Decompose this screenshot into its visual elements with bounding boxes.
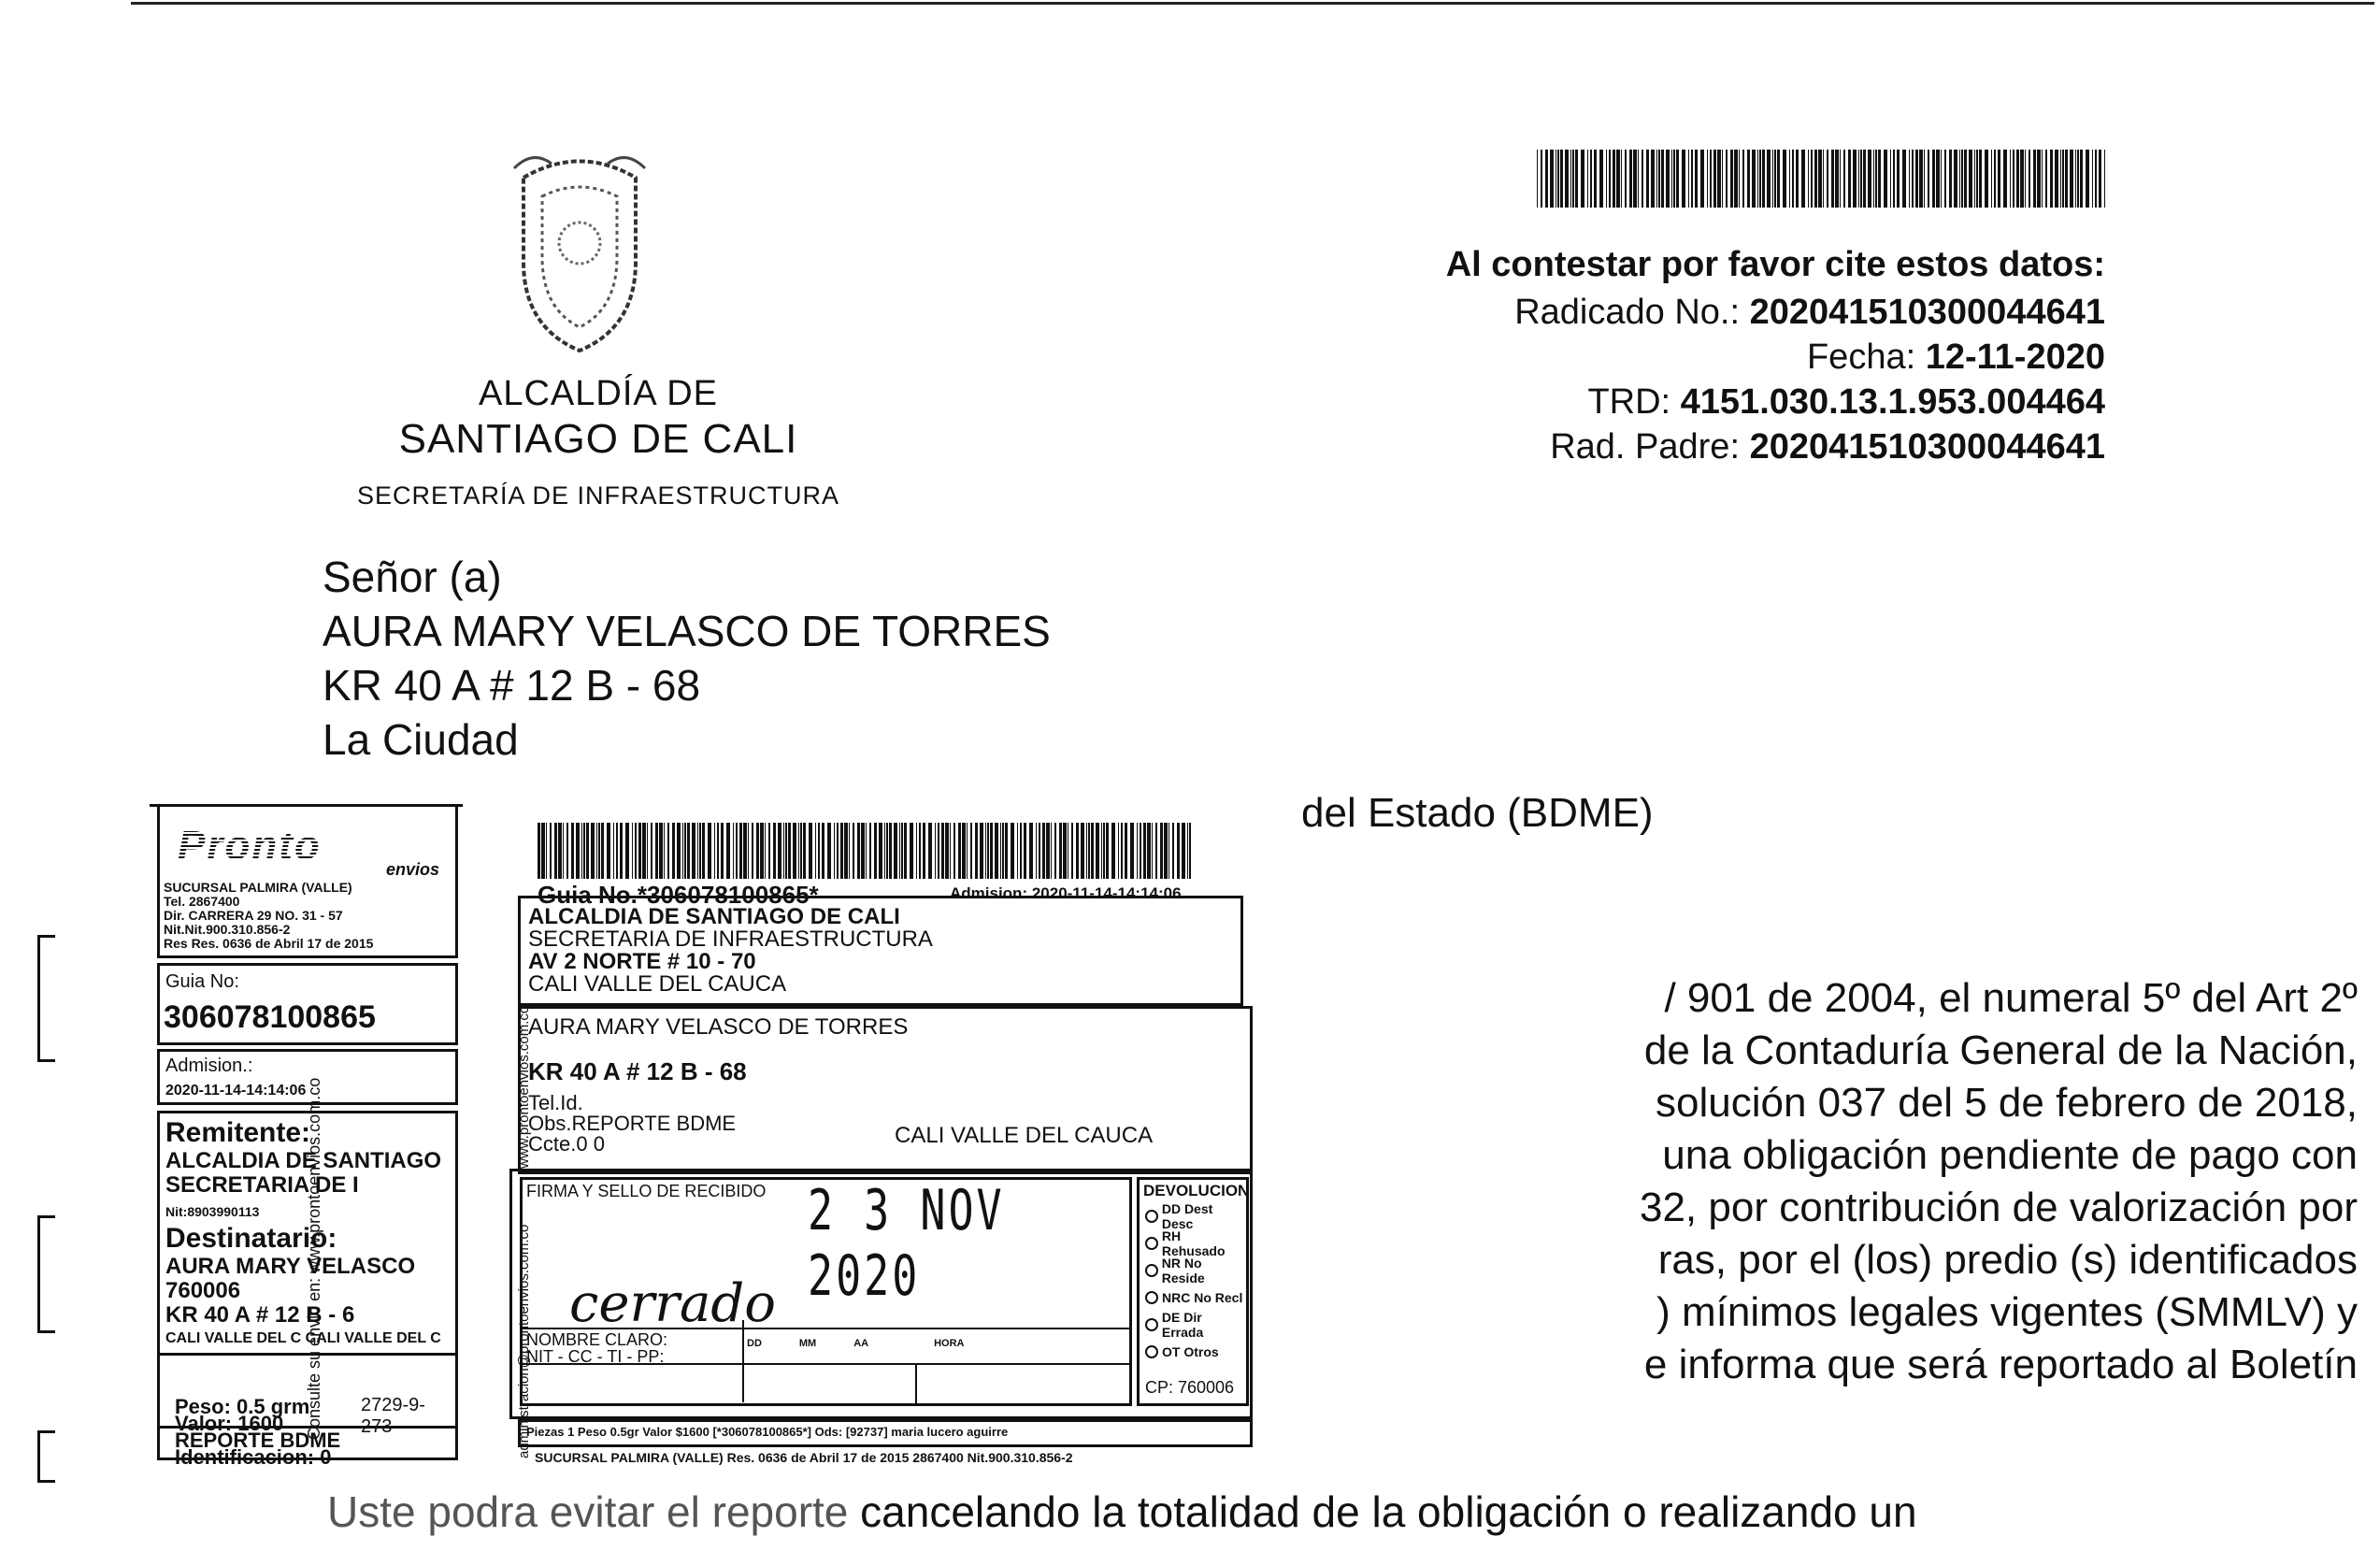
trd-value: 4151.030.13.1.953.004464	[1680, 382, 2105, 422]
www-vertical: www.prontoenvios.com.co	[516, 1005, 532, 1169]
devolucion-option	[1145, 1202, 1246, 1229]
branch-nit: Nit.Nit.900.310.856-2	[164, 922, 291, 937]
body-line: / 901 de 2004, el numeral 5º del Art 2º	[1664, 975, 2358, 1021]
identificacion: Identificacion: 0	[175, 1445, 332, 1469]
subject-fragment: del Estado (BDME)	[1301, 790, 1654, 836]
cite-instruction: Al contestar por favor cite estos datos:	[1445, 245, 2105, 284]
stub-guia-box	[157, 963, 458, 1045]
peso: Peso: 0.5 grm	[175, 1395, 310, 1418]
devolucion-label: DEVOLUCION	[1143, 1182, 1250, 1199]
firma-label: FIRMA Y SELLO DE RECIBIDO	[526, 1182, 767, 1200]
margin-bracket	[37, 935, 55, 1062]
spacer	[518, 1002, 1406, 1003]
body-line: una obligación pendiente de pago con	[1662, 1132, 2358, 1178]
stub-guia-label: Guia No:	[165, 971, 239, 992]
body-last-line	[327, 1486, 1917, 1537]
devolucion-option-label: NR No Reside	[1161, 1255, 1205, 1285]
rcpt-line-1: AURA MARY VELASCO DE TORRES	[528, 1014, 909, 1040]
body-line: 32, por contribución de valorización por	[1639, 1185, 2358, 1230]
destinatario-label: Destinatario:	[165, 1223, 337, 1254]
rcpt-tel: Tel.Id.	[528, 1091, 583, 1114]
body-line: ) mínimos legales vigentes (SMMLV) y	[1656, 1289, 2358, 1335]
devolucion-option-label: DD Dest Desc	[1161, 1200, 1213, 1231]
body-last-line-partial: Uste podra evitar el reporte	[327, 1487, 849, 1536]
fecha-label: Fecha:	[1806, 337, 1916, 377]
branch-box	[157, 804, 458, 958]
circle-icon	[1145, 1291, 1158, 1304]
rcpt-city: CALI VALLE DEL CAUCA	[895, 1123, 1154, 1148]
trd-row	[1264, 380, 2105, 424]
top-rule	[131, 2, 2374, 5]
piezas-box	[518, 1419, 1253, 1447]
aa-label: AA	[853, 1338, 869, 1349]
admision-main: Admision: 2020-11-14-14:14:06	[950, 884, 1182, 902]
piezas: Piezas 1 Peso 0.5gr Valor $1600 [*306078100865*] Ods: [92737] maria lucero aguirre	[526, 1425, 1009, 1439]
devolucion-box	[1137, 1177, 1249, 1406]
divider	[523, 1328, 1129, 1329]
signature-box	[520, 1177, 1132, 1406]
coat-of-arms-icon	[505, 150, 654, 355]
stub-admision-value: 2020-11-14-14:14:06	[165, 1083, 307, 1099]
stub-guia-value: 306078100865	[164, 999, 376, 1035]
signature-handwriting: cerrado	[569, 1273, 776, 1334]
rcpt-ccte: Ccte.0 0	[528, 1132, 605, 1156]
margin-bracket	[37, 1215, 55, 1333]
guia-main: Guia No.*306078100865*	[538, 881, 819, 909]
nombre-label: NOMBRE CLARO:	[526, 1330, 668, 1349]
recipient-slip-box	[518, 1006, 1253, 1174]
devolucion-option	[1145, 1257, 1246, 1284]
reporte: REPORTE BDME	[175, 1429, 341, 1452]
sender-line-4: CALI VALLE DEL CAUCA	[528, 971, 787, 997]
mm-label: MM	[798, 1338, 817, 1349]
body-paragraph	[1301, 972, 2358, 1391]
sender-line-2: SECRETARIA DE INFRAESTRUCTURA	[528, 926, 933, 952]
fecha-value: 12-11-2020	[1925, 337, 2105, 377]
courier-slip	[150, 795, 1276, 1468]
circle-icon	[1145, 1318, 1158, 1331]
rcpt-obs: Obs.REPORTE BDME	[528, 1112, 737, 1135]
side-code: 2729-9-273	[361, 1395, 425, 1437]
hora-label: HORA	[934, 1338, 965, 1349]
recipient-city: La Ciudad	[323, 715, 519, 764]
sender-line-1: ALCALDIA DE SANTIAGO DE CALI	[528, 904, 900, 929]
devolucion-option	[1145, 1229, 1246, 1257]
radicado-barcode	[1537, 150, 2105, 208]
rad-padre-label: Rad. Padre:	[1550, 427, 1741, 467]
sender-line-3: AV 2 NORTE # 10 - 70	[528, 949, 756, 974]
circle-icon	[1145, 1210, 1158, 1223]
courier-brand-sub: envios	[385, 860, 439, 879]
branch-tel: Tel. 2867400	[164, 894, 240, 909]
guia-barcode	[538, 823, 1192, 879]
remitente-nit: Nit:8903990113	[165, 1204, 260, 1219]
slip-footer: SUCURSAL PALMIRA (VALLE) Res. 0636 de Abril 17 de 2015 2867400 Nit.900.310.856-2	[535, 1450, 1073, 1465]
sender-box	[518, 896, 1243, 1006]
devolucion-list	[1140, 1202, 1246, 1365]
devolucion-option-label: RH Rehusado	[1161, 1228, 1226, 1258]
radicado-label: Radicado No.:	[1514, 293, 1741, 332]
branch-res: Res Res. 0636 de Abril 17 de 2015	[164, 936, 374, 951]
admin-email-vertical: administracion@prontoenvios.com.co	[516, 1224, 532, 1458]
branch-dir: Dir. CARRERA 29 NO. 31 - 57	[164, 908, 343, 923]
remitente-label: Remitente:	[165, 1117, 311, 1148]
recipient-block	[323, 550, 1051, 767]
branch-name: SUCURSAL PALMIRA (VALLE)	[164, 880, 352, 895]
divider	[742, 1320, 745, 1402]
salutation: Señor (a)	[323, 553, 502, 601]
dest-line-4: CALI VALLE DEL C CALI VALLE DEL C	[165, 1330, 441, 1346]
delivery-box	[509, 1169, 1253, 1419]
dest-line-2: 760006	[165, 1278, 241, 1303]
recipient-name: AURA MARY VELASCO DE TORRES	[323, 607, 1051, 655]
radicado-value: 202041510300044641	[1749, 293, 2105, 332]
received-date-stamp: 2 3 NOV 2020	[808, 1178, 1005, 1309]
trd-label: TRD:	[1587, 382, 1671, 422]
body-line: ras, por el (los) predio (s) identificados	[1657, 1237, 2358, 1283]
circle-icon	[1145, 1345, 1158, 1358]
rcpt-line-2: KR 40 A # 12 B - 68	[528, 1057, 747, 1085]
body-line: de la Contaduría General de la Nación,	[1643, 1027, 2358, 1073]
recipient-address: KR 40 A # 12 B - 68	[323, 661, 701, 710]
devolucion-option	[1145, 1311, 1246, 1338]
rad-padre-value: 202041510300044641	[1749, 427, 2105, 467]
body-line: e informa que será reportado al Boletín	[1643, 1342, 2358, 1387]
dest-line-1: AURA MARY VELASCO	[165, 1254, 416, 1279]
courier-brand: Pronto	[178, 823, 458, 869]
divider	[915, 1363, 918, 1405]
divider	[523, 1363, 1129, 1365]
consulte-vertical: Consulte su envio en: www.prontoenvios.com.co	[305, 1077, 323, 1440]
devolucion-option-label: OT Otros	[1162, 1343, 1219, 1359]
nit-label: NIT - CC - TI - PP:	[526, 1347, 665, 1366]
institution-line-3: SECRETARÍA DE INFRAESTRUCTURA	[356, 481, 840, 510]
dd-label: DD	[747, 1338, 762, 1349]
dest-line-3: KR 40 A # 12 B - 6	[165, 1302, 355, 1328]
valor: Valor: 1600	[175, 1412, 284, 1435]
institution-line-2: SANTIAGO DE CALI	[398, 416, 798, 462]
devolucion-option	[1145, 1284, 1246, 1311]
body-line: solución 037 del 5 de febrero de 2018,	[1655, 1080, 2358, 1126]
remitente-line-1: ALCALDIA DE SANTIAGO	[165, 1148, 442, 1173]
stub-admision-label: Admision.:	[165, 1056, 253, 1076]
fecha-row	[1264, 335, 2105, 380]
body-last-line-text: cancelando la totalidad de la obligación o realizando un	[860, 1487, 1917, 1536]
radicado-row	[1264, 290, 2105, 335]
devolucion-option-label: NRC No Recl	[1162, 1289, 1243, 1305]
cp: CP: 760006	[1145, 1378, 1235, 1397]
remitente-line-2: SECRETARIA DE I	[165, 1172, 359, 1198]
rad-padre-row	[1264, 424, 2105, 469]
circle-icon	[1145, 1264, 1158, 1277]
circle-icon	[1145, 1237, 1158, 1250]
devolucion-option-label: DE Dir Errada	[1161, 1309, 1204, 1340]
margin-bracket	[37, 1430, 55, 1483]
devolucion-option	[1145, 1338, 1246, 1365]
institution-line-1: ALCALDÍA DE	[479, 374, 718, 413]
